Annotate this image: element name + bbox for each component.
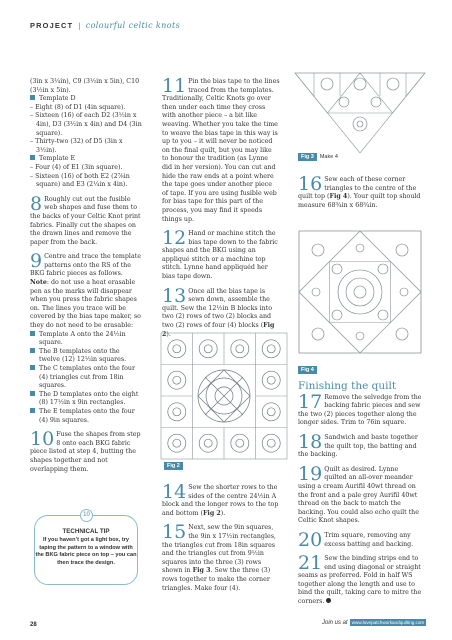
- fig-ref: Fig 3: [192, 567, 211, 575]
- page-header: [30, 21, 180, 30]
- list-item: – Sixteen (16) of both E2 (2⅞in square) and E3 (2¼in x 4in).: [30, 172, 130, 189]
- bullet-square-icon: [30, 348, 35, 353]
- step-19: [298, 462, 422, 526]
- bullet-square-icon: [30, 391, 35, 396]
- figure-tag: Fig 4: [298, 366, 317, 374]
- technical-tip-box: [34, 512, 138, 585]
- list-item: – Eight (8) of D1 (4in square).: [30, 103, 126, 111]
- step-number: 13: [162, 284, 187, 307]
- figure-tag: Fig 2: [164, 462, 183, 470]
- step-16: [298, 173, 422, 210]
- tip-text: If you haven’t got a light box, try taping the pattern to a window with the BKG fabric piece on top – you can then trace the design.: [35, 537, 137, 566]
- list-item: – Four (4) of E1 (3in square).: [30, 163, 123, 171]
- fig2-label: [164, 463, 183, 469]
- list-item: – Thirty-two (32) of D5 (3in x 3½in).: [30, 138, 123, 154]
- fig3-label: [298, 154, 338, 160]
- list-item: The E templates onto the four (4) 9in squares.: [30, 408, 142, 425]
- footer-promo: [322, 620, 426, 626]
- step-text: Quilt as desired. Lynne quilted an all-over meander using a cream Aurifil 40wt thread on the front and a pale grey Aurifil 40wt thread on the back to match the backing. You could also echo quilt the Celtic Knot shapes.: [298, 465, 419, 525]
- step-number: 12: [162, 227, 187, 250]
- step-text: Next, sew the 9in squares, the 9in x 17½in rectangles, the triangles cut from 18in squares and the triangles cut from 9½in squares into the three (3) rows shown in: [162, 524, 276, 575]
- step-text: Trim square, removing any excess batting and backing.: [324, 531, 414, 548]
- step-12: [162, 227, 280, 282]
- list-item: The C templates onto the four (4) triangles cut from 18in squares.: [30, 365, 142, 391]
- step-text: Hand or machine stitch the bias tape down to the fabric shapes and the BKG using an appliqué stitch or a machine top stitch. Lynne hand appliquéd her bias tape down.: [162, 230, 278, 281]
- cutting-list: [30, 78, 142, 190]
- step-text: Remove the selvedge from the backing fabric pieces and sew the two (2) pieces together along the longer sides. Trim to 76in square.: [298, 393, 422, 427]
- step-9: [30, 250, 142, 425]
- section-label: PROJECT: [30, 21, 74, 30]
- step-number: 20: [298, 528, 323, 551]
- step-number: 17: [298, 390, 323, 413]
- step-number: 15: [162, 521, 187, 544]
- tip-title: TECHNICAL TIP: [62, 528, 110, 535]
- step-text: Sew the binding strips end to end using diagonal or straight seams as preferred. Fold in half WS together along the length and use to bind the quilt, taking care to mitre the corners.: [298, 555, 422, 606]
- step-text: Roughly cut out the fusible web shapes and fuse them to the backs of your Celtic Knot print fabrics. Finally cut the shapes on the drawn lines and remove the paper from the back.: [30, 195, 141, 246]
- template-e-heading: Template E: [30, 155, 142, 164]
- website-link[interactable]: www.lovepatchworkandquilting.com: [351, 620, 425, 625]
- figure-caption: Make 4: [319, 154, 338, 160]
- column-1: [30, 78, 142, 480]
- text-line: (3½in x 5in).: [30, 86, 71, 94]
- bullet-square-icon: [30, 408, 35, 413]
- step-number: 11: [162, 75, 187, 97]
- fig2-quilt-diagram: [160, 332, 288, 460]
- step-text: Fuse the shapes from step 8 onto each BKG fabric piece listed at step 4, butting the shapes together and not overlapping them.: [30, 431, 141, 473]
- text-line: (3in x 3¼in), C9 (3½in x 5in), C10: [30, 78, 140, 85]
- step-text: ). Your quilt top should measure 68¾in x 68¾in.: [298, 193, 421, 209]
- list-item: The D templates onto the eight (8) 17½in x 9in rectangles.: [30, 391, 142, 408]
- column-3-lower: [298, 378, 422, 613]
- step-number: 10: [30, 428, 55, 451]
- step-number: 19: [298, 462, 323, 485]
- step-number: 18: [298, 430, 323, 453]
- figure-tag: Fig 3: [298, 153, 317, 161]
- section-heading: Finishing the quilt: [298, 380, 397, 392]
- fig-ref: Fig 2: [202, 509, 221, 517]
- step-text: Sandwich and baste together the quilt top, the batting and the backing.: [298, 433, 418, 459]
- fig4-label: [298, 367, 317, 373]
- step-text: Sew each of these corner triangles to the centre of the quilt top (: [298, 176, 417, 201]
- step-10: [30, 428, 142, 474]
- step-21: [298, 552, 422, 607]
- fig3-corner-triangle-diagram: [294, 72, 426, 154]
- step-number: 16: [298, 173, 323, 195]
- step-20: [298, 528, 422, 551]
- step-8: [30, 192, 142, 248]
- step-number: 8: [30, 192, 43, 215]
- step-14: [162, 481, 280, 518]
- bullet-square-icon: [30, 365, 35, 370]
- list-item: The B templates onto the twelve (12) 12½in squares.: [30, 348, 142, 365]
- tip-badge: 10: [80, 509, 93, 522]
- column-2: [162, 75, 280, 345]
- step-text: Once all the bias tape is sewn down, assemble the quilt. Sew the 12½in B blocks into two (2) rows of two (2) blocks and two (2) rows of four (4) blocks (: [162, 287, 273, 330]
- end-mark-icon: [326, 598, 331, 603]
- bullet-square-icon: [30, 155, 35, 160]
- step-number: 9: [30, 250, 43, 273]
- step-text: ).: [166, 330, 171, 338]
- step-18: [298, 430, 422, 460]
- bullet-square-icon: [30, 95, 35, 100]
- step-text: : do not use a heat erasable pen as the marks will disappear when you press the fabric shapes on. The lines you trace will be covered by the bias tape maker, so they do not need to be erasable:: [30, 279, 141, 330]
- step-text: ).: [220, 509, 226, 517]
- step-number: 21: [298, 552, 323, 575]
- list-item: Template A onto the 24½in square.: [30, 331, 142, 348]
- header-separator: |: [78, 21, 81, 30]
- column-2-lower: [162, 481, 280, 599]
- note-label: Note: [30, 279, 47, 287]
- template-d-heading: Template D: [30, 95, 142, 104]
- step-text: Sew the shorter rows to the sides of the centre 24½in A block and the longer rows to the top and bottom (: [162, 484, 279, 517]
- fig-ref: Fig 4: [329, 193, 348, 201]
- column-3-upper: [298, 173, 422, 216]
- fig4-quilt-diagram: [298, 230, 422, 354]
- step-11: [162, 75, 280, 224]
- bullet-square-icon: [30, 331, 35, 336]
- step-text: Centre and trace the template patterns onto the RS of the BKG fabric pieces as follows.: [30, 253, 141, 278]
- step-text: Pin the bias tape to the lines traced from the templates. Traditionally, Celtic Knots go over then under each time they cross with another piece – a bit like weaving. Whether you take the time to weave the bias tape in this way is up to you – it will never be noticed on the final quilt, but you may like to honour the tradition (as Lynne did in her version). You can cut and hide the raw ends at a point where the tape goes under another piece of tape. If you are using fusible web for bias tape for this part of the process, you may find it speeds things up.: [162, 78, 280, 223]
- list-item: – Sixteen (16) of each D2 (3½in x 4in), D3 (3½in x 4in) and D4 (3in square).: [30, 112, 142, 137]
- step-text: . Sew the three (3) rows together to make the corner triangles. Make four (4).: [162, 567, 271, 592]
- step-number: 14: [162, 481, 187, 503]
- header-subtitle: colourful celtic knots: [85, 21, 181, 30]
- page-number: 28: [30, 622, 37, 628]
- step-17: [298, 390, 422, 428]
- fig-ref: Fig 2: [162, 322, 275, 338]
- step-15: [162, 521, 280, 593]
- footer-join-text: Join us at: [322, 620, 348, 626]
